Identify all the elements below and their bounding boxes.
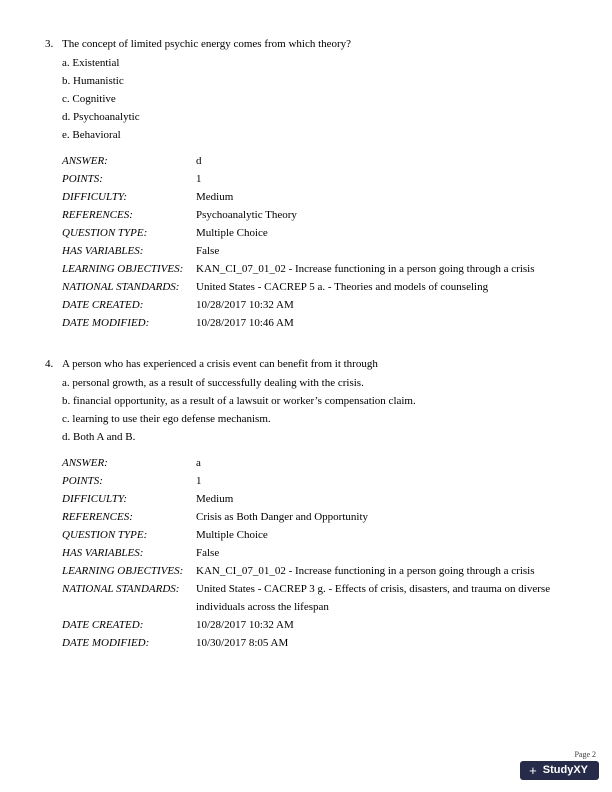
meta-value-points: 1 <box>196 173 202 185</box>
meta-value-learning-objectives: KAN_CI_07_01_02 - Increase functioning in a person going through a crisis <box>196 565 535 577</box>
meta-label-question-type: QUESTION TYPE: <box>62 227 148 239</box>
meta-value-difficulty: Medium <box>196 493 234 505</box>
meta-value-learning-objectives: KAN_CI_07_01_02 - Increase functioning in a person going through a crisis <box>196 263 535 275</box>
question-block-4 <box>45 356 584 652</box>
meta-label-learning-objectives: LEARNING OBJECTIVES: <box>62 263 184 275</box>
choice-list <box>62 54 584 144</box>
meta-value-date-created: 10/28/2017 10:32 AM <box>196 299 294 311</box>
choice-option-a: a. Existential <box>62 57 120 69</box>
meta-value-has-variables: False <box>196 547 220 559</box>
question-metadata <box>62 152 584 332</box>
question-block-3 <box>45 36 584 332</box>
choice-option-b: b. financial opportunity, as a result of a lawsuit or worker’s compensation claim. <box>62 395 416 407</box>
meta-label-difficulty: DIFFICULTY: <box>62 191 128 203</box>
meta-value-has-variables: False <box>196 245 220 257</box>
question-number: 3. <box>45 38 54 50</box>
choice-option-d: d. Psychoanalytic <box>62 111 140 123</box>
choice-option-c: c. Cognitive <box>62 93 116 105</box>
choice-option-e: e. Behavioral <box>62 129 121 141</box>
meta-label-references: REFERENCES: <box>62 511 133 523</box>
studyxy-brand-badge[interactable] <box>520 761 599 780</box>
page-number-label: Page 2 <box>574 750 596 759</box>
meta-value-references: Crisis as Both Danger and Opportunity <box>196 511 369 523</box>
meta-value-points: 1 <box>196 475 202 487</box>
choice-option-a: a. personal growth, as a result of successfully dealing with the crisis. <box>62 377 364 389</box>
document-page-content <box>45 36 584 652</box>
meta-label-national-standards: NATIONAL STANDARDS: <box>62 281 180 293</box>
meta-value-national-standards: United States - CACREP 5 a. - Theories and models of counseling <box>196 281 489 293</box>
meta-value-answer: d <box>196 155 202 167</box>
meta-label-has-variables: HAS VARIABLES: <box>62 547 144 559</box>
meta-value-question-type: Multiple Choice <box>196 529 268 541</box>
question-text: The concept of limited psychic energy comes from which theory? <box>62 38 352 50</box>
choice-option-b: b. Humanistic <box>62 75 124 87</box>
page-footer <box>520 750 599 780</box>
meta-label-date-created: DATE CREATED: <box>62 619 144 631</box>
brand-name: StudyXY <box>542 764 588 776</box>
meta-label-references: REFERENCES: <box>62 209 133 221</box>
question-metadata <box>62 454 584 652</box>
meta-label-points: POINTS: <box>62 475 103 487</box>
meta-label-answer: ANSWER: <box>62 457 108 469</box>
meta-label-answer: ANSWER: <box>62 155 108 167</box>
choice-option-d: d. Both A and B. <box>62 431 136 443</box>
meta-label-points: POINTS: <box>62 173 103 185</box>
question-stem <box>45 356 584 373</box>
meta-value-references: Psychoanalytic Theory <box>196 209 297 221</box>
meta-label-date-modified: DATE MODIFIED: <box>62 637 150 649</box>
meta-label-national-standards: NATIONAL STANDARDS: <box>62 583 180 595</box>
choice-list <box>62 374 584 446</box>
question-number: 4. <box>45 358 54 370</box>
meta-value-difficulty: Medium <box>196 191 234 203</box>
plus-icon: + <box>529 762 537 778</box>
meta-label-date-modified: DATE MODIFIED: <box>62 317 150 329</box>
choice-option-c: c. learning to use their ego defense mechanism. <box>62 413 271 425</box>
question-stem <box>45 36 584 53</box>
meta-value-date-modified: 10/30/2017 8:05 AM <box>196 637 289 649</box>
meta-value-date-modified: 10/28/2017 10:46 AM <box>196 317 294 329</box>
meta-label-question-type: QUESTION TYPE: <box>62 529 148 541</box>
meta-label-learning-objectives: LEARNING OBJECTIVES: <box>62 565 184 577</box>
meta-value-national-standards: United States - CACREP 3 g. - Effects of crisis, disasters, and trauma on diverse individuals across the lifespan <box>196 583 551 613</box>
meta-label-date-created: DATE CREATED: <box>62 299 144 311</box>
meta-label-has-variables: HAS VARIABLES: <box>62 245 144 257</box>
meta-value-answer: a <box>196 457 201 469</box>
question-text: A person who has experienced a crisis event can benefit from it through <box>62 358 378 370</box>
meta-value-question-type: Multiple Choice <box>196 227 268 239</box>
meta-label-difficulty: DIFFICULTY: <box>62 493 128 505</box>
meta-value-date-created: 10/28/2017 10:32 AM <box>196 619 294 631</box>
